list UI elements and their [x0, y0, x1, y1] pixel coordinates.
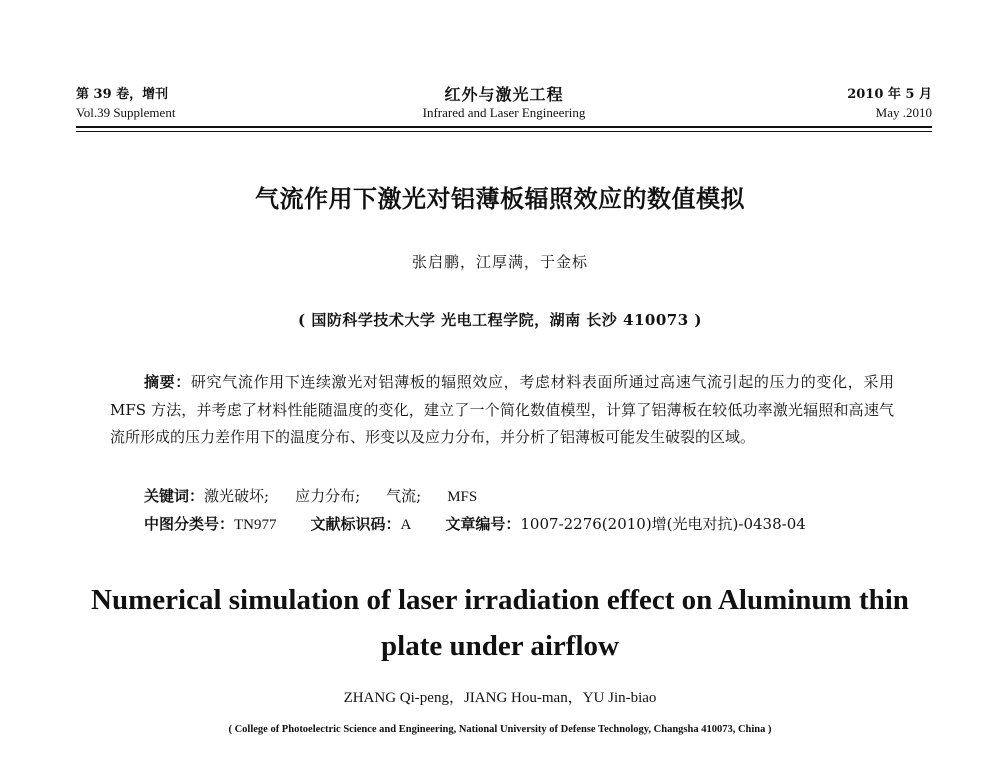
classification-line: [144, 512, 806, 537]
keyword-item: 激光破坏;: [204, 487, 270, 505]
keyword-item: MFS: [447, 489, 478, 505]
abstract-label: 摘要：: [144, 373, 191, 391]
header-journal-en: Infrared and Laser Engineering: [422, 105, 586, 120]
header-volume-cn: 第 39 卷，增刊: [76, 87, 169, 102]
abstract: [110, 369, 894, 452]
header-rule-thick: [76, 126, 932, 128]
keywords-label: 关键词：: [144, 487, 205, 505]
article-id-value: 1007-2276(2010)增(光电对抗)-0438-04: [520, 515, 806, 533]
paper-title-en: Numerical simulation of laser irradiation effect on Aluminum thin plate under airflow: [91, 584, 909, 662]
keyword-item: 气流;: [386, 487, 422, 505]
doc-code-label: 文献标识码：: [310, 515, 401, 533]
header-volume-en: Vol.39 Supplement: [76, 105, 176, 120]
journal-header: [76, 86, 932, 126]
article-id-label: 文章编号：: [445, 515, 521, 533]
abstract-text: 研究气流作用下连续激光对铝薄板的辐照效应，考虑材料表面所通过高速气流引起的压力的变化，采用 MFS 方法，并考虑了材料性能随温度的变化，建立了一个简化数值模型，计算了铝薄板在较低功率激光辐照和高速气流所形成的压力差作用下的温度分布、形变以及应力分布，并分析了铝薄板可能发生破裂的区域。: [110, 373, 894, 446]
header-journal-cn: 红外与激光工程: [444, 85, 564, 104]
header-journal: [76, 86, 932, 122]
clc-label: 中图分类号：: [144, 515, 235, 533]
keyword-item: 应力分布;: [295, 487, 361, 505]
affiliation-cn: ( 国防科学技术大学 光电工程学院，湖南 长沙 410073 ): [298, 311, 702, 329]
header-date: [847, 86, 932, 122]
authors-cn: 张启鹏，江厚满，于金标: [411, 253, 588, 271]
header-date-en: May .2010: [875, 105, 932, 120]
doc-code-value: A: [400, 517, 412, 533]
authors-en: ZHANG Qi-peng，JIANG Hou-man，YU Jin-biao: [343, 690, 657, 706]
header-rule-thin: [76, 131, 932, 132]
affiliation-en: ( College of Photoelectric Science and Engineering, National University of Defense Technology, Changsha 410073, China ): [228, 724, 772, 735]
keywords: [144, 484, 477, 509]
header-date-cn: 2010 年 5 月: [847, 87, 932, 102]
paper-title-cn: 气流作用下激光对铝薄板辐照效应的数值模拟: [255, 185, 745, 213]
clc-value: TN977: [234, 517, 277, 533]
